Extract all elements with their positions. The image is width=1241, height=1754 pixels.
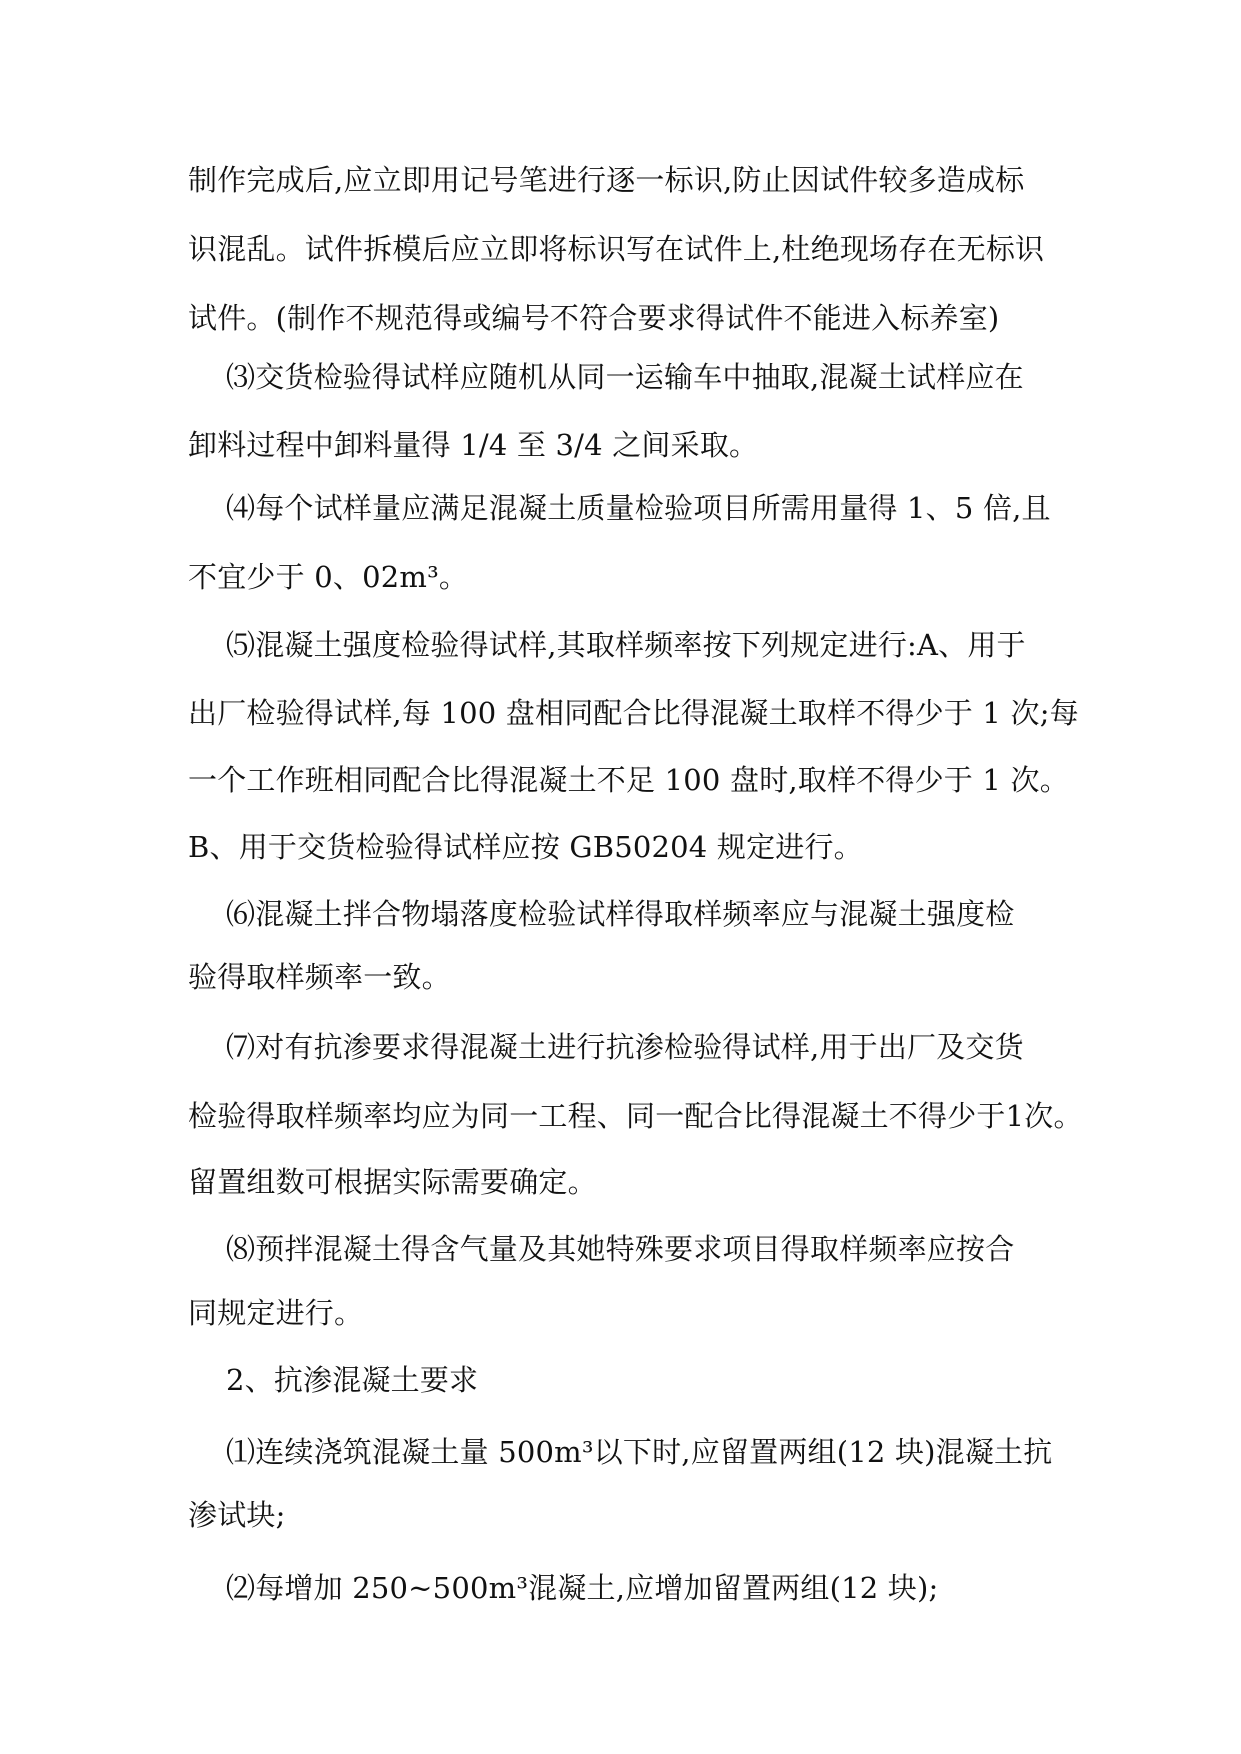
line-text: 不宜少于 0、02m³。 xyxy=(188,560,469,594)
text-line xyxy=(0,760,1241,800)
line-text: ⑷每个试样量应满足混凝土质量检验项目所需用量得 1、5 倍,且 xyxy=(226,491,1051,525)
text-line xyxy=(0,160,1241,200)
text-line xyxy=(0,1432,1241,1472)
line-text: 试件。(制作不规范得或编号不符合要求得试件不能进入标养室) xyxy=(188,301,1000,335)
text-line xyxy=(0,625,1241,665)
line-text: 同规定进行。 xyxy=(188,1296,364,1330)
text-line xyxy=(0,1229,1241,1269)
text-line xyxy=(0,1293,1241,1333)
text-line xyxy=(0,425,1241,465)
line-text: 留置组数可根据实际需要确定。 xyxy=(188,1165,597,1199)
text-line xyxy=(0,1096,1241,1136)
line-text: ⑺对有抗渗要求得混凝土进行抗渗检验得试样,用于出厂及交货 xyxy=(226,1030,1024,1064)
line-text: 2、抗渗混凝土要求 xyxy=(226,1363,479,1397)
text-line xyxy=(0,693,1241,733)
text-line xyxy=(0,298,1241,338)
line-text: ⑵每增加 250~500m³混凝土,应增加留置两组(12 块); xyxy=(226,1571,939,1605)
line-text: B、用于交货检验得试样应按 GB50204 规定进行。 xyxy=(188,830,863,864)
text-line xyxy=(0,1162,1241,1202)
text-line xyxy=(0,894,1241,934)
text-line xyxy=(0,827,1241,867)
text-line xyxy=(0,1027,1241,1067)
text-line xyxy=(0,557,1241,597)
line-text: ⑴连续浇筑混凝土量 500m³以下时,应留置两组(12 块)混凝土抗 xyxy=(226,1435,1053,1469)
line-text: 制作完成后,应立即用记号笔进行逐一标识,防止因试件较多造成标 xyxy=(188,163,1025,197)
line-text: ⑻预拌混凝土得含气量及其她特殊要求项目得取样频率应按合 xyxy=(226,1232,1015,1266)
text-line xyxy=(0,229,1241,269)
section-heading xyxy=(0,1360,1241,1400)
line-text: 出厂检验得试样,每 100 盘相同配合比得混凝土取样不得少于 1 次;每 xyxy=(188,696,1079,730)
line-text: 识混乱。试件拆模后应立即将标识写在试件上,杜绝现场存在无标识 xyxy=(188,232,1045,266)
line-text: 卸料过程中卸料量得 1/4 至 3/4 之间采取。 xyxy=(188,428,759,462)
line-text: 检验得取样频率均应为同一工程、同一配合比得混凝土不得少于1次。 xyxy=(188,1099,1083,1133)
text-line xyxy=(0,488,1241,528)
text-line xyxy=(0,1568,1241,1608)
text-line xyxy=(0,1495,1241,1535)
line-text: ⑹混凝土拌合物塌落度检验试样得取样频率应与混凝土强度检 xyxy=(226,897,1015,931)
line-text: 验得取样频率一致。 xyxy=(188,960,451,994)
line-text: 渗试块; xyxy=(188,1498,286,1532)
line-text: 一个工作班相同配合比得混凝土不足 100 盘时,取样不得少于 1 次。 xyxy=(188,763,1069,797)
line-text: ⑶交货检验得试样应随机从同一运输车中抽取,混凝土试样应在 xyxy=(226,360,1024,394)
text-line xyxy=(0,957,1241,997)
line-text: ⑸混凝土强度检验得试样,其取样频率按下列规定进行:A、用于 xyxy=(226,628,1026,662)
text-line xyxy=(0,357,1241,397)
